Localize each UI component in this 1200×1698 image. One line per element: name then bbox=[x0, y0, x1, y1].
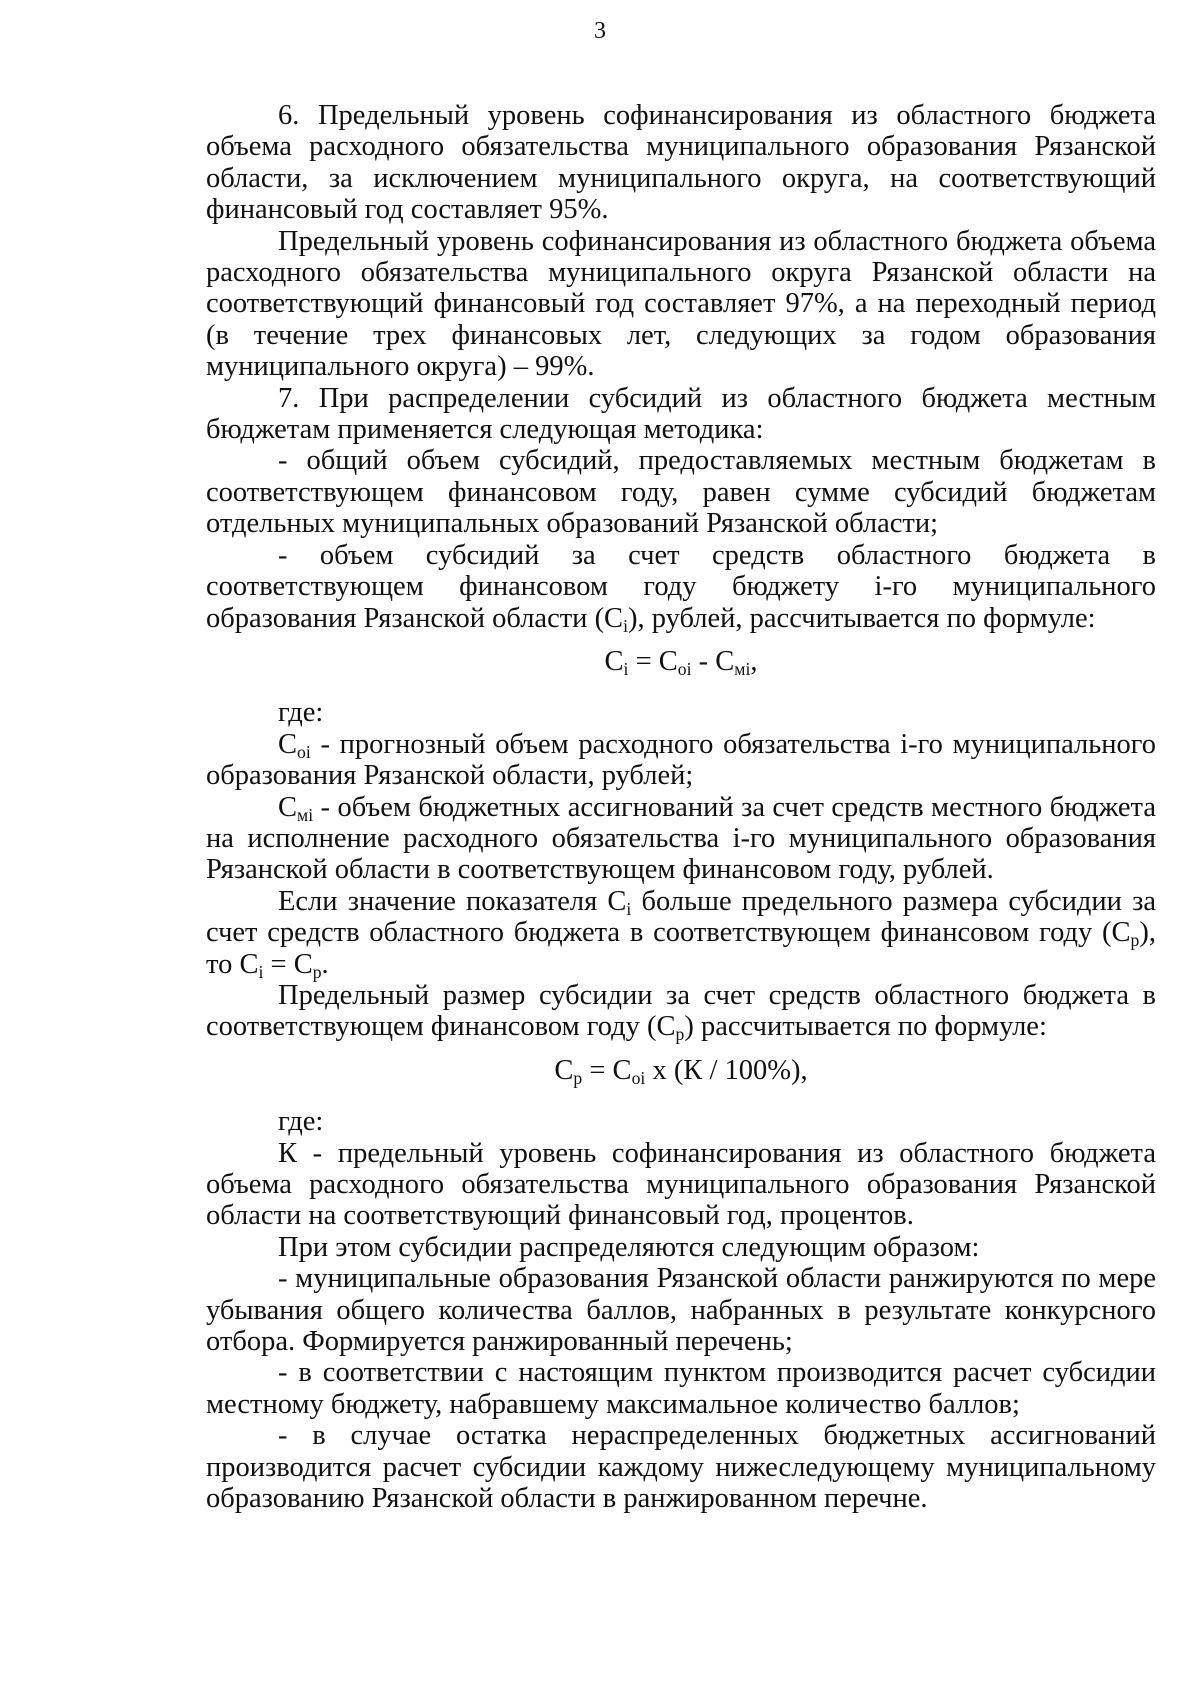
list-item-max-points: - в соответствии с настоящим пунктом производится расчет субсидии местному бюджету, набравшему максимальное количество баллов; bbox=[206, 1357, 1156, 1420]
where-label: где: bbox=[278, 697, 324, 729]
paragraph-ci-limit: Если значение показателя $С_i$ больше предельного размера субсидии за счет средств областного бюджета в соответствующем финансовом году $(С_р)$, то $С_i = С_р$. bbox=[206, 885, 1156, 982]
list-item-total-volume: - общий объем субсидий, предоставляемых местным бюджетам в соответствующем финансовом году, равен сумме субсидий бюджетам отдельных муниципальных образований Рязанской области; bbox=[206, 445, 1156, 540]
list-item-subsidy-volume: - объем субсидий за счет средств областного бюджета в соответствующем финансовом году бюджету i-го муниципального образования Рязанской области $(С_i)$, рублей, рассчитывается по формуле: bbox=[206, 539, 1156, 636]
definition-coi: $С_{oi}$ - прогнозный объем расходного обязательства i-го муниципального образования Рязанской области, рублей; bbox=[206, 728, 1156, 792]
paragraph-cp-definition: Предельный размер субсидии за счет средств областного бюджета в соответствующем финансовом году $(С_р)$ рассчитывается по формуле: bbox=[206, 979, 1156, 1045]
formula-ci: $С_i = С_{oi} - С_{мi}$, bbox=[604, 645, 758, 679]
list-item-remaining: - в случае остатка нераспределенных бюджетных ассигнований производится расчет субсидии каждому нижеследующему муниципальному образованию Рязанской области в ранжированном перечне. bbox=[206, 1420, 1156, 1515]
definition-cmi: $С_{мi}$ - объем бюджетных ассигнований за счет средств местного бюджета на исполнение расходного обязательства i-го муниципального образования Рязанской области в соответствующем финансовом году, рублей. bbox=[206, 791, 1156, 886]
document-body bbox=[206, 100, 1156, 1514]
list-item-ranking: - муниципальные образования Рязанской области ранжируются по мере убывания общего количества баллов, набранных в результате конкурсного отбора. Формируется ранжированный перечень; bbox=[206, 1263, 1156, 1358]
page-number: 3 bbox=[594, 18, 606, 44]
where-label: где: bbox=[278, 1106, 324, 1138]
definition-k: К - предельный уровень софинансирования из областного бюджета объема расходного обязательства муниципального образования Рязанской области на соответствующий финансовый год, процентов. bbox=[206, 1137, 1156, 1232]
paragraph-7: 7. При распределении субсидий из областного бюджета местным бюджетам применяется следующая методика: bbox=[206, 382, 1156, 446]
formula-cp: $С_р = С_{oi}$ х (К / 100%), bbox=[554, 1054, 808, 1088]
paragraph-distribution: При этом субсидии распределяются следующим образом: bbox=[278, 1231, 980, 1263]
paragraph-6: 6. Предельный уровень софинансирования из областного бюджета объема расходного обязательства муниципального образования Рязанской области, за исключением муниципального округа, на соответствующий финансовый год составляет 95%. bbox=[206, 100, 1156, 226]
paragraph-municipal-okrug-limit: Предельный уровень софинансирования из областного бюджета объема расходного обязательства муниципального округа Рязанской области на соответствующий финансовый год составляет 97%, а на переходный период (в течение трех финансовых лет, следующих за годом образования муниципального округа) – 99%. bbox=[206, 225, 1156, 383]
